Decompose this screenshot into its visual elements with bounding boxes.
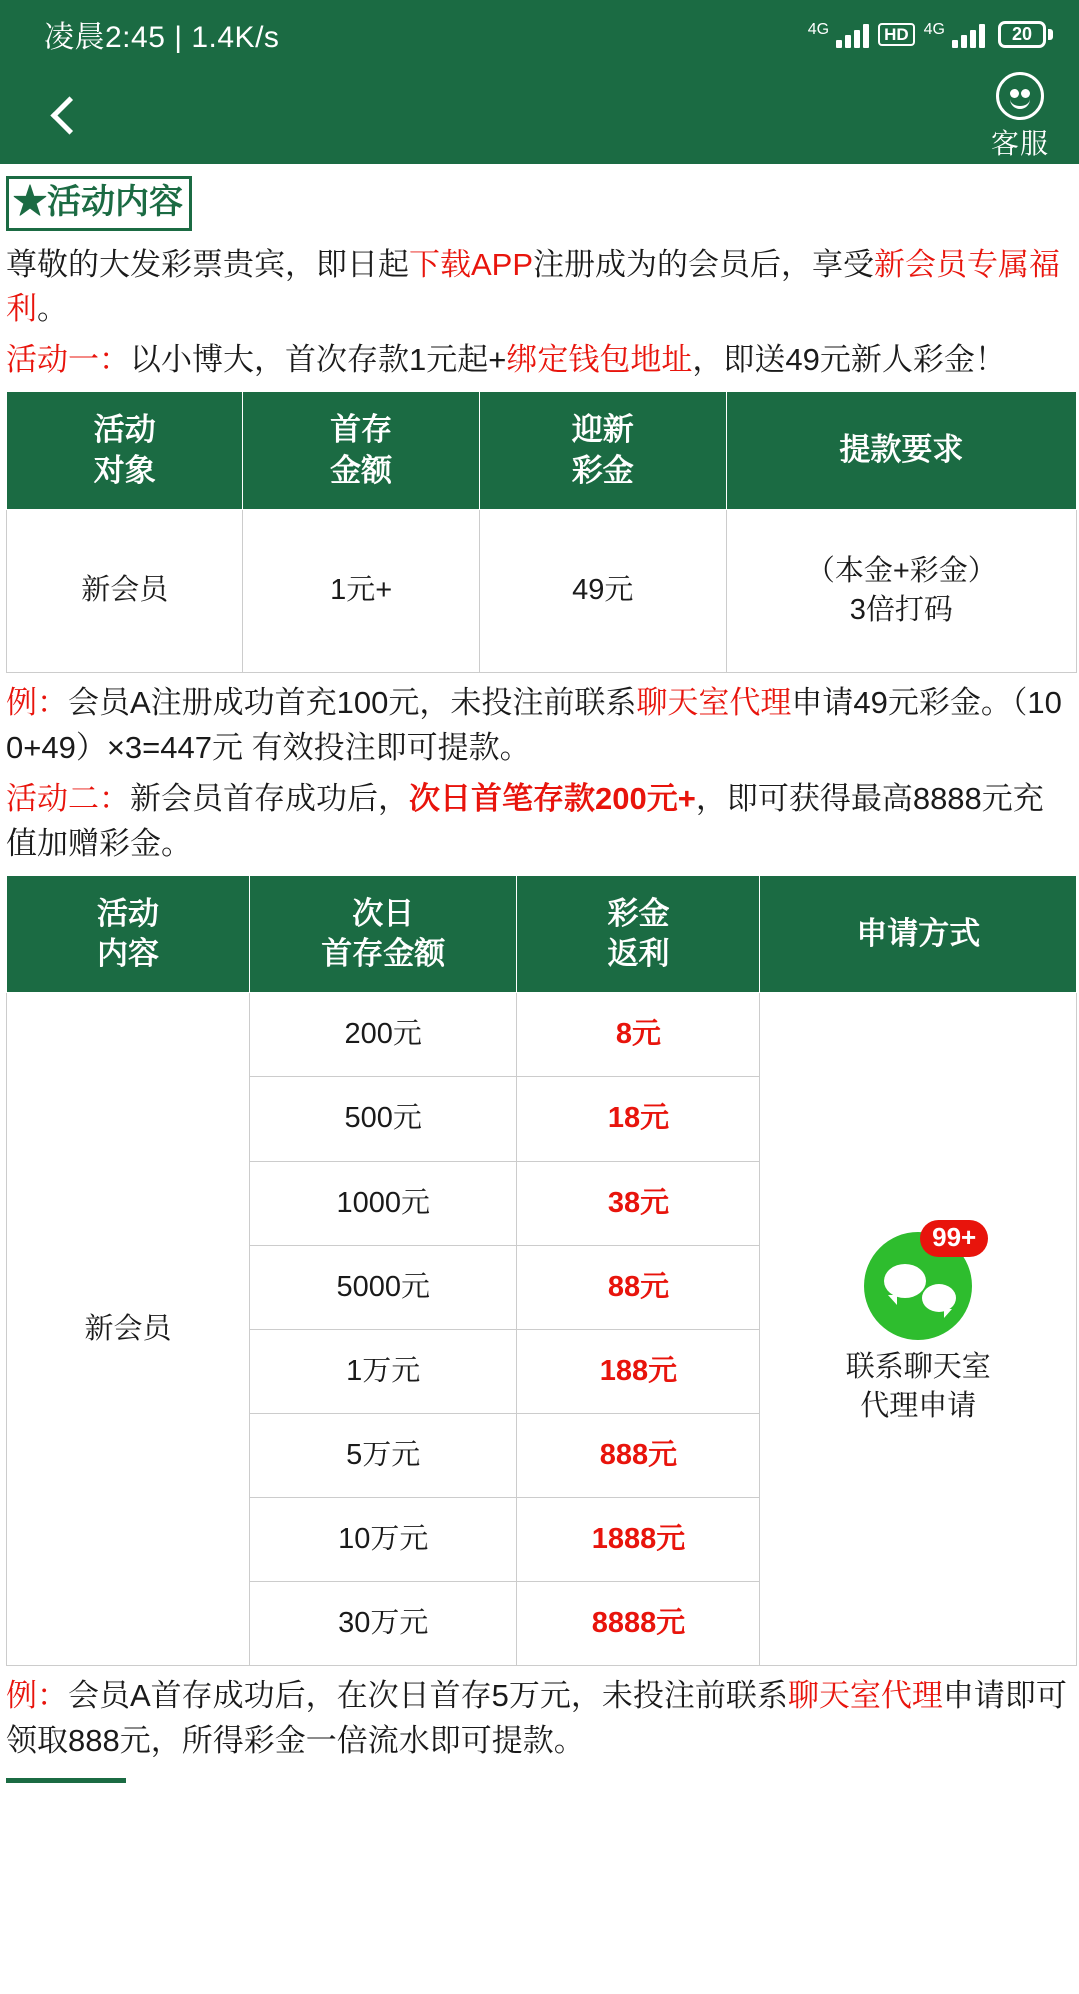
header-object-line2: 对象 — [93, 452, 156, 488]
cell-rebate: 188元 — [517, 1329, 760, 1413]
cell-deposit: 500元 — [250, 1077, 517, 1161]
battery-icon — [998, 21, 1053, 48]
example-two-text-1: 会员A首存成功后，在次日首存5万元，未投注前联系 — [68, 1678, 788, 1714]
intro-text-3: 。 — [37, 291, 68, 327]
header-rebate — [517, 875, 760, 993]
page-title: ★活动内容 — [6, 176, 192, 231]
header-activity-content — [7, 875, 250, 993]
cell-deposit: 5万元 — [250, 1413, 517, 1497]
header-requirement: 提款要求 — [726, 392, 1076, 510]
activity-two-label: 活动二： — [6, 780, 130, 816]
header-rebate-line1: 彩金 — [607, 895, 670, 931]
header-activity-content-line1: 活动 — [97, 895, 159, 931]
activity-one-text-2: ，即送49元新人彩金！ — [692, 342, 1006, 378]
promo-content — [0, 164, 1079, 1823]
cell-deposit: 200元 — [250, 993, 517, 1077]
battery-cap — [1048, 29, 1053, 40]
customer-service-label: 客服 — [990, 128, 1049, 159]
header-apply-method: 申请方式 — [760, 875, 1077, 993]
section-divider — [6, 1778, 126, 1783]
header-bonus-line1: 迎新 — [571, 412, 634, 448]
wechat-icon[interactable] — [864, 1222, 977, 1340]
customer-service-button[interactable] — [991, 72, 1049, 162]
back-chevron-icon[interactable] — [44, 94, 88, 138]
header-object — [7, 392, 243, 510]
intro-new-member-benefit: 新会员专属福利 — [6, 246, 1061, 327]
header-next-day-deposit — [250, 875, 517, 993]
example-one-label: 例： — [6, 684, 68, 720]
intro-download-app: 下载APP — [409, 246, 534, 282]
example-one-text-1: 会员A注册成功首充100元，未投注前联系 — [68, 684, 637, 720]
example-one-paragraph — [6, 681, 1073, 771]
nav-bar — [0, 68, 1079, 164]
cell-rebate: 888元 — [517, 1413, 760, 1497]
status-icons — [808, 20, 1053, 48]
signal-bars-icon-1 — [836, 20, 869, 48]
example-two-paragraph — [6, 1674, 1073, 1764]
unread-badge: 99+ — [920, 1220, 988, 1257]
table-header-row — [7, 392, 1077, 510]
smile-arc — [1010, 97, 1030, 109]
intro-paragraph — [6, 243, 1073, 333]
activity-two-highlight: 次日首笔存款200元+ — [409, 780, 696, 816]
activity-one-table — [6, 391, 1077, 673]
cell-bonus: 49元 — [479, 509, 726, 672]
activity-two-paragraph — [6, 777, 1073, 867]
header-bonus-line2: 彩金 — [571, 452, 634, 488]
header-activity-content-line2: 内容 — [97, 935, 159, 971]
activity-two-text-2: ，即可获得最高8888元充值加赠彩金。 — [6, 780, 1044, 861]
network-type-label-2: 4G — [923, 21, 945, 38]
example-two-agent-link: 聊天室代理 — [787, 1678, 943, 1714]
cell-deposit: 1000元 — [250, 1161, 517, 1245]
wechat-bubble-small — [922, 1284, 956, 1312]
network-type-label-1: 4G — [807, 21, 830, 38]
signal-bars-icon-2 — [952, 20, 985, 48]
activity-one-highlight: 绑定钱包地址 — [506, 342, 693, 378]
cell-rebate: 18元 — [517, 1077, 760, 1161]
header-rebate-line2: 返利 — [607, 935, 670, 971]
activity-two-table — [6, 875, 1077, 1667]
cell-rebate: 1888元 — [517, 1498, 760, 1582]
header-object-line1: 活动 — [93, 412, 156, 448]
cell-deposit: 10万元 — [250, 1498, 517, 1582]
cell-rebate: 8888元 — [517, 1582, 760, 1666]
cell-requirement — [726, 509, 1076, 672]
cell-member-type: 新会员 — [7, 993, 250, 1666]
activity-one-paragraph — [6, 338, 1073, 383]
cell-apply-method[interactable] — [760, 993, 1077, 1666]
wechat-bubble-large — [884, 1264, 926, 1298]
cell-rebate: 88元 — [517, 1245, 760, 1329]
example-one-agent-link: 聊天室代理 — [636, 684, 792, 720]
apply-text-line2: 代理申请 — [860, 1390, 977, 1423]
activity-two-text-1: 新会员首存成功后， — [130, 780, 409, 816]
header-first-deposit — [243, 392, 479, 510]
cell-rebate: 38元 — [517, 1161, 760, 1245]
table-row — [7, 993, 1077, 1077]
example-one-text-2: 申请49元彩金。（100+49）×3=447元 有效投注即可提款。 — [6, 684, 1062, 765]
status-bar — [0, 0, 1079, 68]
header-next-day-deposit-line1: 次日 — [352, 895, 415, 931]
table-row — [7, 509, 1077, 672]
header-first-deposit-line1: 首存 — [330, 412, 393, 448]
header-bonus — [479, 392, 726, 510]
cell-deposit: 5000元 — [250, 1245, 517, 1329]
intro-text-2: 注册成为的会员后，享受 — [533, 246, 875, 282]
cell-object: 新会员 — [7, 509, 243, 672]
activity-one-text-1: 以小博大，首次存款1元起+ — [130, 342, 507, 378]
cell-first-deposit: 1元+ — [243, 509, 479, 672]
apply-text-line1: 联系聊天室 — [845, 1351, 991, 1384]
cell-requirement-line1: （本金+彩金） — [805, 554, 997, 587]
headset-smile-icon — [996, 72, 1044, 120]
status-time: 凌晨2:45 | 1.4K/s — [44, 21, 280, 54]
cell-rebate: 8元 — [517, 993, 760, 1077]
example-two-label: 例： — [6, 1678, 68, 1714]
table-header-row — [7, 875, 1077, 993]
hd-icon: HD — [878, 23, 915, 46]
battery-level: 20 — [998, 21, 1046, 48]
example-two-text-2: 申请即可领取888元，所得彩金一倍流水即可提款。 — [6, 1678, 1067, 1759]
header-first-deposit-line2: 金额 — [330, 452, 393, 488]
cell-requirement-line2: 3倍打码 — [849, 593, 953, 626]
header-next-day-deposit-line2: 首存金额 — [321, 935, 446, 971]
cell-deposit: 1万元 — [250, 1329, 517, 1413]
activity-one-label: 活动一： — [6, 342, 130, 378]
cell-deposit: 30万元 — [250, 1582, 517, 1666]
intro-text-1: 尊敬的大发彩票贵宾，即日起 — [6, 246, 409, 282]
